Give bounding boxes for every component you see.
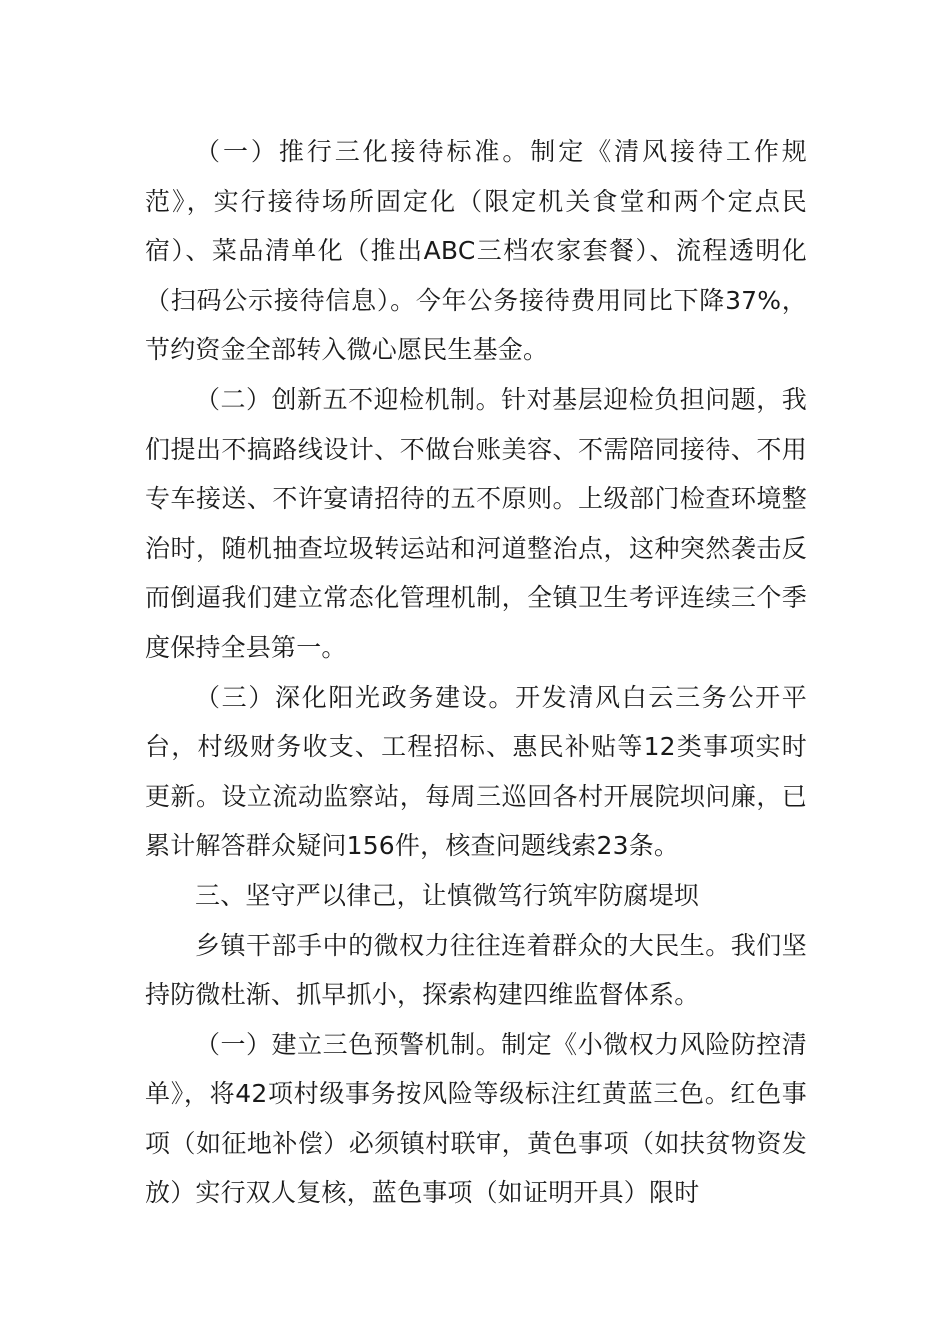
paragraph-transparent-affairs: （三）深化阳光政务建设。开发清风白云三务公开平台，村级财务收支、工程招标、惠民补贴等12类事项实时更新。设立流动监察站，每周三巡回各村开展院坝问廉，已累计解答群众疑问156件，核查问题线索23条。 [145, 682, 807, 861]
paragraph-reception-standards: （一）推行三化接待标准。制定《清风接待工作规范》，实行接待场所固定化（限定机关食堂和两个定点民宿）、菜品清单化（推出ABC三档农家套餐）、流程透明化（扫码公示接待信息）。今年公务接待费用同比下降37%，节约资金全部转入微心愿民生基金。 [145, 137, 807, 365]
paragraph-three-color-warning: （一）建立三色预警机制。制定《小微权力风险防控清单》，将42项村级事务按风险等级标注红黄蓝三色。红色事项（如征地补偿）必须镇村联审，黄色事项（如扶贫物资发放）实行双人复核，蓝色事项（如证明开具）限时 [145, 1029, 807, 1208]
section-heading: 三、坚守严以律己，让慎微笃行筑牢防腐堤坝 [195, 880, 700, 910]
paragraph-supervision-intro: 乡镇干部手中的微权力往往连着群众的大民生。我们坚持防微杜渐、抓早抓小，探索构建四维监督体系。 [145, 930, 807, 1010]
document-body [145, 127, 807, 1218]
paragraph-inspection-mechanism: （二）创新五不迎检机制。针对基层迎检负担问题，我们提出不搞路线设计、不做台账美容、不需陪同接待、不用专车接送、不许宴请招待的五不原则。上级部门检查环境整治时，随机抽查垃圾转运站和河道整治点，这种突然袭击反而倒逼我们建立常态化管理机制，全镇卫生考评连续三个季度保持全县第一。 [145, 384, 807, 662]
